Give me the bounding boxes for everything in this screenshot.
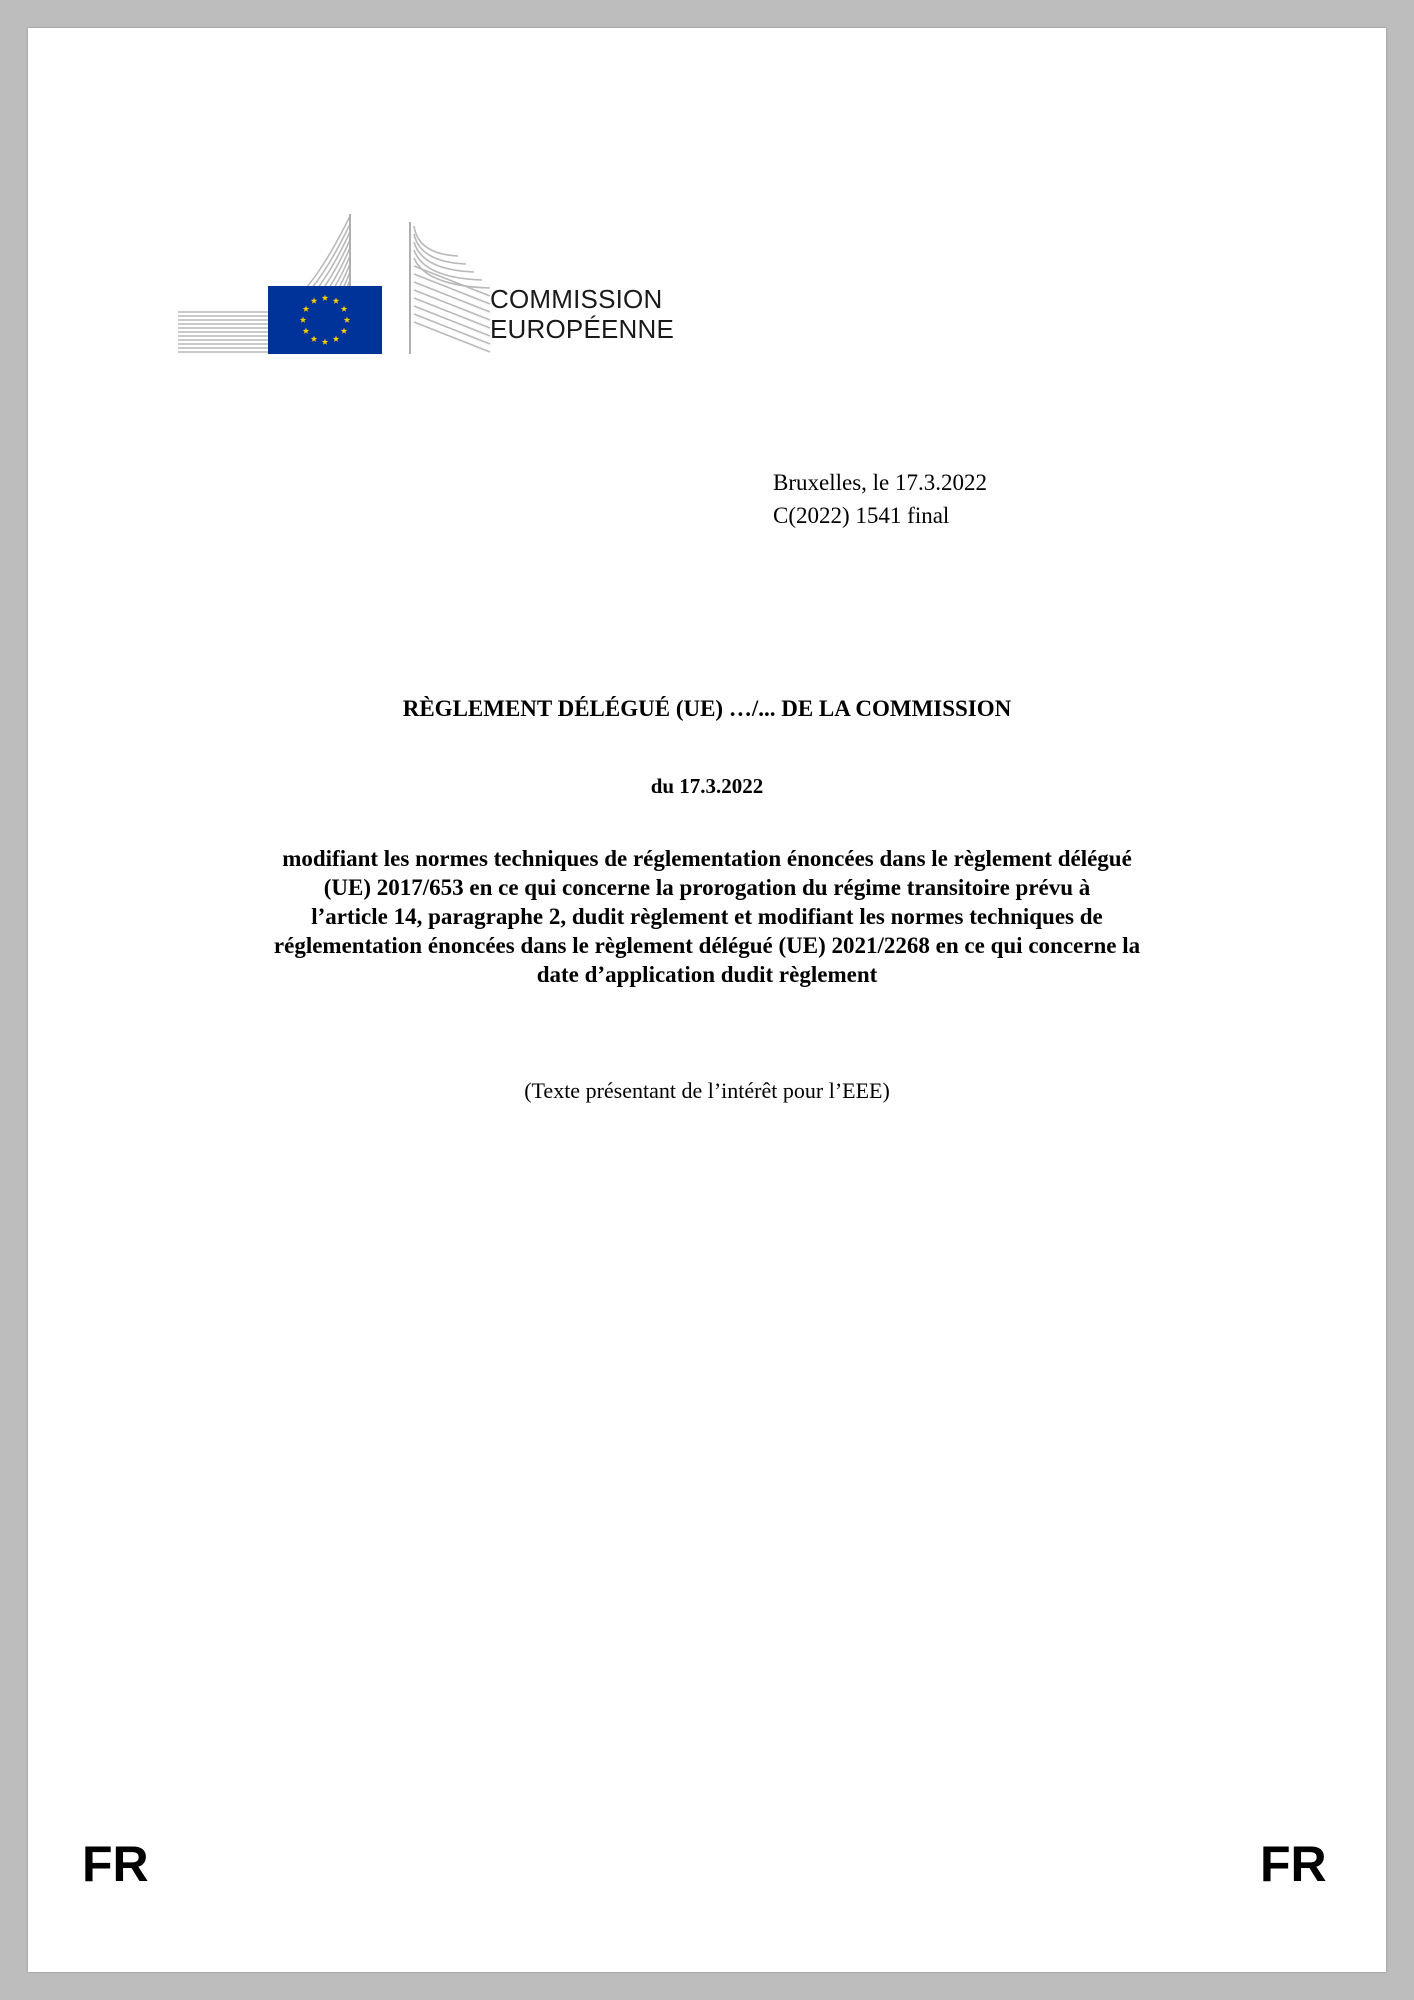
language-code-right: FR [1260, 1836, 1327, 1892]
logo-line-europeenne: EUROPÉENNE [490, 314, 675, 344]
subject-line: date d’application dudit règlement [536, 962, 878, 987]
subject-line: réglementation énoncées dans le règlement délégué (UE) 2021/2268 en ce qui concerne la [273, 933, 1141, 958]
document-date: du 17.3.2022 [650, 774, 764, 798]
language-code-left: FR [82, 1836, 149, 1892]
european-commission-logo [178, 194, 538, 354]
logo-line-commission: COMMISSION [490, 284, 663, 314]
document-meta [773, 466, 987, 532]
berlaymont-building-icon [178, 194, 538, 354]
place-date: Bruxelles, le 17.3.2022 [773, 470, 987, 495]
subject-line: modifiant les normes techniques de réglementation énoncées dans le règlement délégué [282, 846, 1132, 871]
document-title: RÈGLEMENT DÉLÉGUÉ (UE) …/... DE LA COMMISSION [402, 696, 1012, 721]
logo-text [490, 284, 674, 344]
document-subject [178, 844, 1236, 989]
subject-line: (UE) 2017/653 en ce qui concerne la prorogation du régime transitoire prévu à [323, 875, 1091, 900]
document-page [28, 28, 1386, 1972]
document-reference: C(2022) 1541 final [773, 503, 950, 528]
eee-relevance-note: (Texte présentant de l’intérêt pour l’EEE) [524, 1078, 890, 1103]
subject-line: l’article 14, paragraphe 2, dudit règlement et modifiant les normes techniques de [311, 904, 1103, 929]
